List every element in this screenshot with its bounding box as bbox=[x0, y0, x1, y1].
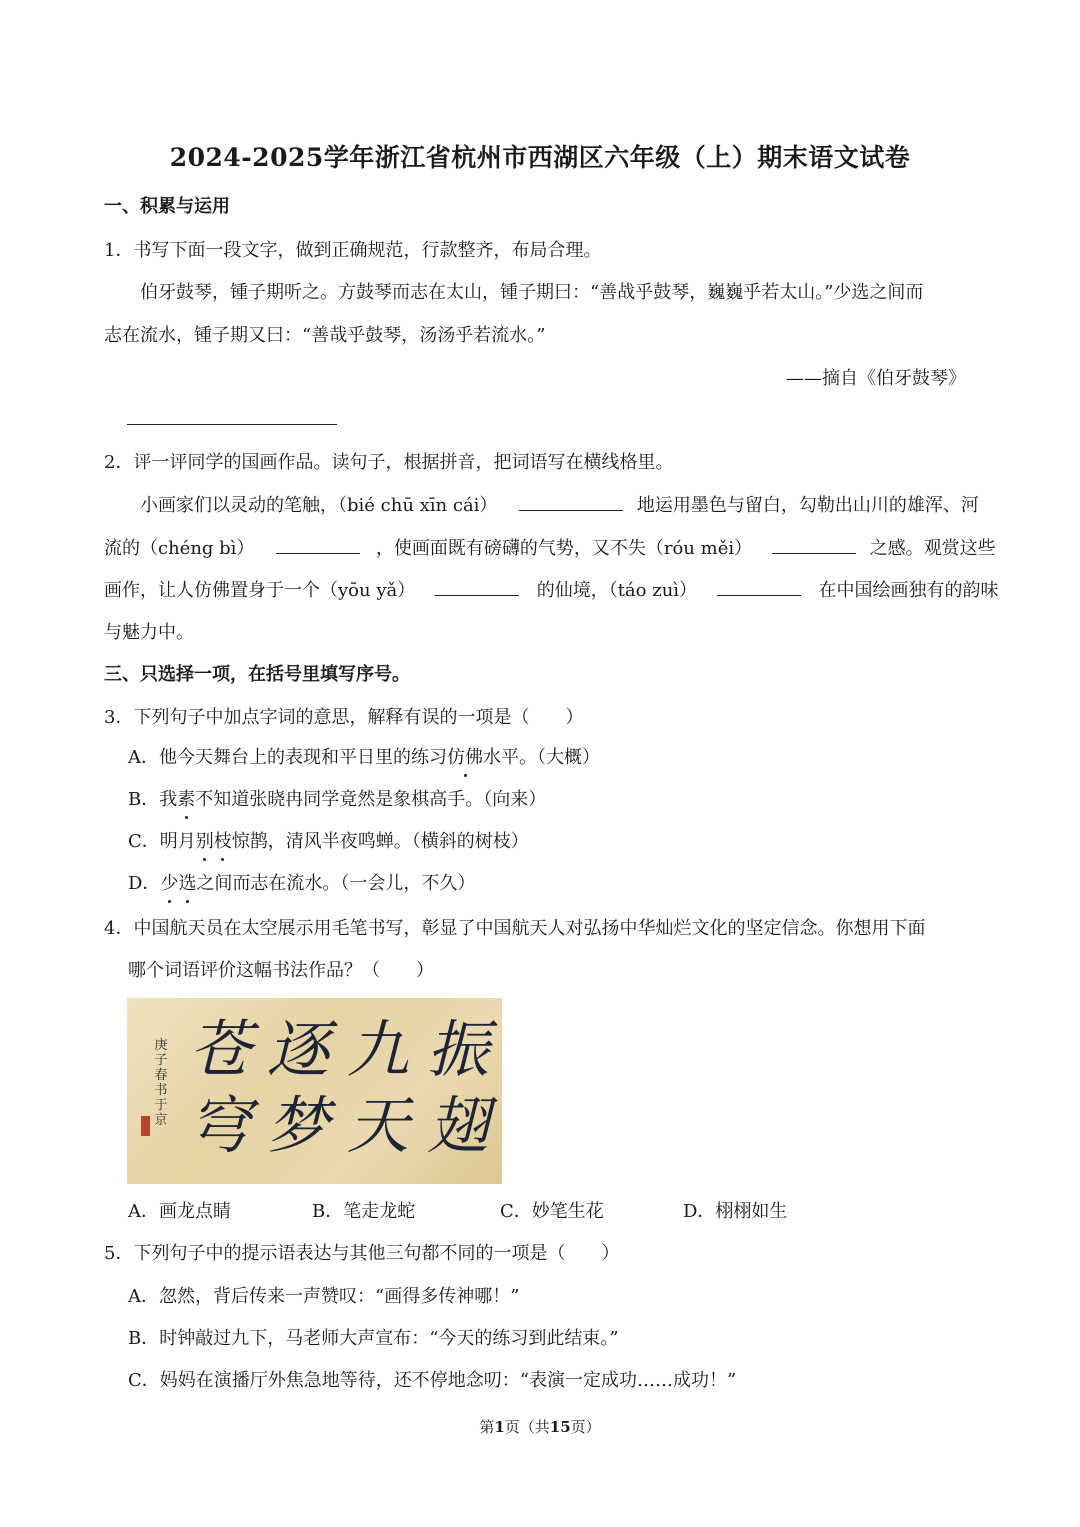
question-3-option-a[interactable] bbox=[128, 745, 600, 771]
q2-text: ，使画面既有磅礴的气势，又不失（róu měi） bbox=[375, 538, 753, 559]
dotted-word: 仿佛 bbox=[447, 745, 483, 771]
page-number: 1 bbox=[494, 1418, 505, 1436]
calligraphy-char: 天 bbox=[346, 1089, 409, 1162]
calligraphy-char: 振 bbox=[426, 1013, 489, 1086]
calligraphy-char: 逐 bbox=[266, 1013, 329, 1086]
q2-text: 小画家们以灵动的笔触，（bié chū xīn cái） bbox=[140, 495, 498, 516]
dotted-word: 少 bbox=[160, 871, 178, 897]
option-text: C．明月 bbox=[128, 831, 196, 852]
question-5-option-b[interactable]: B．时钟敲过九下，马老师大声宣布：“今天的练习到此结束。” bbox=[128, 1328, 619, 1349]
exam-title: 2024-2025学年浙江省杭州市西湖区六年级（上）期末语文试卷 bbox=[169, 143, 911, 172]
option-text: D． bbox=[128, 873, 161, 894]
question-3-option-d[interactable] bbox=[128, 871, 475, 897]
q2-text: 在中国绘画独有的韵味 bbox=[818, 580, 999, 601]
question-5-stem: 5．下列句子中的提示语表达与其他三句都不同的一项是（ ） bbox=[104, 1243, 620, 1264]
calligraphy-inscription: 庚子春书于京 bbox=[154, 1038, 168, 1128]
calligraphy-char: 九 bbox=[346, 1013, 409, 1086]
q2-text: 流的（chéng bì） bbox=[104, 538, 255, 559]
answer-blank-bie-chu-xin-cai[interactable] bbox=[519, 492, 623, 511]
section-heading-3: 三、只选择一项，在括号里填写序号。 bbox=[104, 664, 410, 685]
question-4-option-b[interactable]: B．笔走龙蛇 bbox=[312, 1201, 416, 1222]
option-text: 惊鹊，清风半夜鸣蝉。（横斜的树枝） bbox=[231, 831, 529, 852]
question-3-option-c[interactable] bbox=[128, 829, 529, 855]
answer-blank-cheng-bi[interactable] bbox=[276, 535, 360, 554]
calligraphy-char: 翅 bbox=[426, 1089, 489, 1162]
calligraphy-char: 梦 bbox=[266, 1089, 329, 1162]
q2-text: 的仙境，（táo zuì） bbox=[536, 580, 698, 601]
question-1-source: ——摘自《伯牙鼓琴》 bbox=[786, 368, 966, 389]
answer-blank-you-ya[interactable] bbox=[435, 577, 519, 596]
option-text: 不知道张晓冉同学竟然是象棋高手。（向来） bbox=[195, 789, 547, 810]
page-footer bbox=[0, 1416, 1080, 1437]
question-2-line-2 bbox=[104, 535, 996, 562]
option-text: 之间而志在流水。（一会儿，不久） bbox=[196, 873, 476, 894]
question-4-stem-line-1: 4．中国航天员在太空展示用毛笔书写，彰显了中国航天人对弘扬中华灿烂文化的坚定信念。你想用下面 bbox=[104, 918, 926, 939]
footer-text: 第 bbox=[479, 1418, 495, 1436]
footer-text: 页（共 bbox=[504, 1418, 550, 1436]
calligraphy-artwork bbox=[127, 998, 502, 1184]
dotted-word: 素 bbox=[177, 787, 195, 813]
question-5-option-a[interactable]: A．忽然，背后传来一声赞叹：“画得多传神哪！” bbox=[128, 1286, 520, 1307]
calligraphy-char: 苍 bbox=[188, 1013, 251, 1086]
dotted-word: 选 bbox=[178, 871, 196, 897]
question-5-option-c[interactable]: C．妈妈在演播厅外焦急地等待，还不停地念叨：“表演一定成功……成功！” bbox=[128, 1370, 737, 1391]
question-2-line-1 bbox=[140, 492, 979, 519]
question-4-option-d[interactable]: D．栩栩如生 bbox=[683, 1201, 788, 1222]
total-pages: 15 bbox=[549, 1418, 571, 1436]
option-text: A．他今天舞台上的表现和平日里的练习 bbox=[128, 747, 447, 768]
calligraphy-char: 穹 bbox=[188, 1089, 251, 1162]
question-2-stem: 2．评一评同学的国画作品。读句子，根据拼音，把词语写在横线格里。 bbox=[104, 452, 674, 473]
question-4-option-a[interactable]: A．画龙点睛 bbox=[128, 1201, 231, 1222]
calligraphy-column-3 bbox=[263, 1012, 333, 1164]
question-1-passage-line-1: 伯牙鼓琴，锺子期听之。方鼓琴而志在太山，锺子期曰：“善战乎鼓琴，巍巍乎若太山。”少选之间而 bbox=[140, 282, 924, 303]
q2-text: 地运用墨色与留白，勾勒出山川的雄浑、河 bbox=[636, 495, 979, 516]
calligraphy-column-2 bbox=[343, 1012, 413, 1164]
question-1-stem: 1．书写下面一段文字，做到正确规范，行款整齐，布局合理。 bbox=[104, 240, 602, 261]
answer-blank-rou-mei[interactable] bbox=[772, 535, 856, 554]
dotted-word: 别 bbox=[196, 829, 214, 855]
section-heading-1: 一、积累与运用 bbox=[104, 196, 230, 217]
question-4-option-c[interactable]: C．妙笔生花 bbox=[500, 1201, 604, 1222]
question-3-option-b[interactable] bbox=[128, 787, 546, 813]
question-1-answer-line[interactable] bbox=[127, 424, 337, 425]
option-text: 水平。（大概） bbox=[483, 747, 600, 768]
dotted-word: 枝 bbox=[214, 829, 232, 855]
q2-text: 画作，让人仿佛置身于一个（yōu yǎ） bbox=[104, 580, 416, 601]
calligraphy-seal bbox=[141, 1116, 150, 1136]
option-text: B．我 bbox=[128, 789, 178, 810]
answer-blank-tao-zui[interactable] bbox=[717, 577, 801, 596]
question-1-passage-line-2: 志在流水，锺子期又曰：“善哉乎鼓琴，汤汤乎若流水。” bbox=[104, 325, 546, 346]
question-2-line-3 bbox=[104, 577, 999, 604]
question-2-line-4: 与魅力中。 bbox=[104, 622, 194, 643]
q2-text: 之感。观赏这些 bbox=[869, 538, 996, 559]
footer-text: 页） bbox=[570, 1418, 601, 1436]
question-3-stem: 3．下列句子中加点字词的意思，解释有误的一项是（ ） bbox=[104, 707, 584, 728]
calligraphy-column-4 bbox=[185, 1012, 255, 1164]
calligraphy-column-1 bbox=[423, 1012, 493, 1164]
question-4-stem-line-2: 哪个词语评价这幅书法作品？（ ） bbox=[128, 960, 434, 981]
